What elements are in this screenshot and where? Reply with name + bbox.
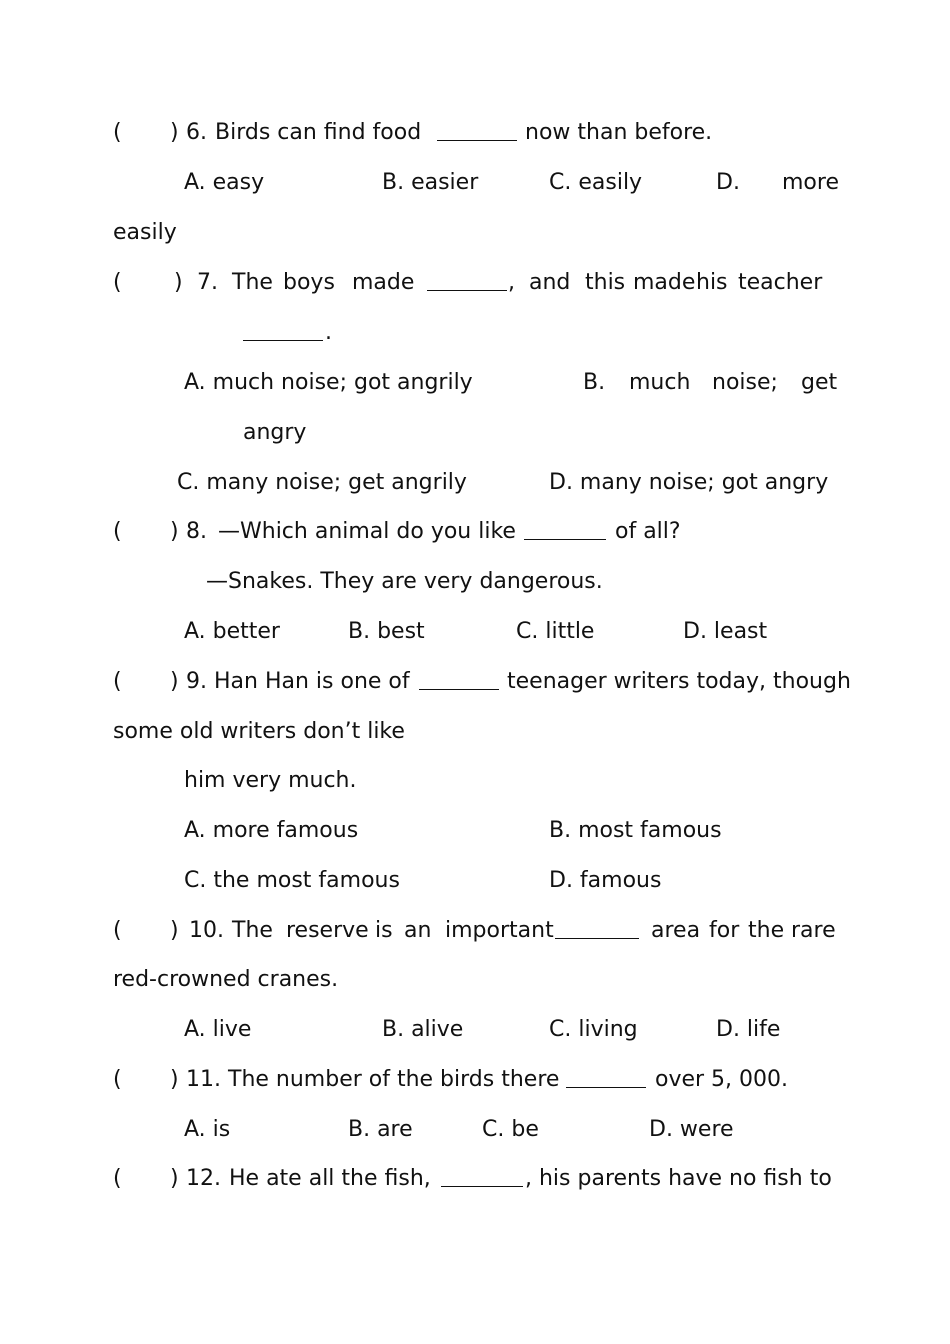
question-number: 6. [186,120,207,145]
option-a: A. is [184,1117,231,1142]
answer-paren-open: ( [113,270,122,295]
option-d: D. famous [549,868,662,893]
answer-paren-open: ( [113,1067,122,1092]
answer-paren-close: ) [170,669,179,694]
question-stem: reserve [286,918,369,943]
option-d: D. were [649,1117,734,1142]
answer-blank [419,689,499,690]
answer-blank [566,1087,646,1088]
question-stem: his [696,270,728,295]
option-b: much [629,370,691,395]
answer-blank [437,140,517,141]
question-stem: Han Han is one of [214,669,410,694]
option-d: easily [113,220,177,245]
question-stem: The number of the birds there [228,1067,560,1092]
question-stem: of all? [615,519,681,544]
question-stem: and [529,270,571,295]
option-c: C. living [549,1017,638,1042]
answer-paren-close: ) [170,120,179,145]
option-b: B. alive [382,1017,464,1042]
question-stem: now than before. [525,120,713,145]
option-b: B. are [348,1117,413,1142]
question-stem: over 5, 000. [655,1067,789,1092]
question-stem: , [508,270,515,295]
answer-paren-close: ) [174,270,183,295]
question-stem: important [445,918,554,943]
question-number: 7. [197,270,218,295]
question-stem: is [375,918,393,943]
option-c: C. many noise; get angrily [177,470,467,495]
question-stem: some old writers don’t like [113,719,405,744]
answer-paren-open: ( [113,918,122,943]
answer-paren-open: ( [113,519,122,544]
option-a: A. easy [184,170,265,195]
answer-blank [524,539,606,540]
option-d: D. many noise; got angry [549,470,829,495]
option-a: A. better [184,619,280,644]
question-stem: . [325,320,332,345]
question-stem: The [232,918,273,943]
option-b: noise; [712,370,778,395]
question-stem: teacher [738,270,823,295]
option-b: get [801,370,838,395]
question-stem: for [709,918,740,943]
question-number: 8. [186,519,207,544]
question-number: 11. [186,1067,221,1092]
option-c: C. easily [549,170,643,195]
option-a: A. more famous [184,818,359,843]
option-c: C. little [516,619,595,644]
answer-paren-open: ( [113,1166,122,1191]
option-d: D. [716,170,740,195]
answer-blank [243,340,323,341]
question-stem: made [633,270,696,295]
question-stem: The [232,270,273,295]
dialogue-reply: —Snakes. They are very dangerous. [206,569,603,594]
question-stem: Birds can find food [215,120,422,145]
question-stem: him very much. [184,768,357,793]
question-stem: the [748,918,785,943]
question-stem: this [585,270,626,295]
question-stem: rare [791,918,836,943]
answer-blank [555,938,639,939]
answer-blank [441,1186,523,1187]
answer-paren-open: ( [113,120,122,145]
option-a: A. much noise; got angrily [184,370,473,395]
option-c: C. be [482,1117,539,1142]
option-a: A. live [184,1017,252,1042]
option-d: D. least [683,619,768,644]
question-stem: boys [283,270,335,295]
option-c: C. the most famous [184,868,400,893]
answer-paren-close: ) [170,1166,179,1191]
option-d: more [782,170,839,195]
question-stem: red-crowned cranes. [113,967,339,992]
question-number: 10. [189,918,224,943]
question-stem: —Which animal do you like [218,519,516,544]
question-stem: made [352,270,415,295]
option-b: B. most famous [549,818,722,843]
question-stem: teenager writers today, though [507,669,851,694]
answer-paren-close: ) [170,519,179,544]
option-b: angry [243,420,307,445]
option-b: B. easier [382,170,479,195]
option-b: B. best [348,619,425,644]
answer-paren-close: ) [170,918,179,943]
question-stem: He ate all the fish, [229,1166,431,1191]
answer-blank [427,290,507,291]
question-stem: , his parents have no fish to [525,1166,832,1191]
question-number: 12. [186,1166,221,1191]
question-stem: area [651,918,701,943]
question-stem: an [404,918,432,943]
option-d: D. life [716,1017,781,1042]
answer-paren-open: ( [113,669,122,694]
question-number: 9. [186,669,207,694]
answer-paren-close: ) [170,1067,179,1092]
option-b: B. [583,370,606,395]
